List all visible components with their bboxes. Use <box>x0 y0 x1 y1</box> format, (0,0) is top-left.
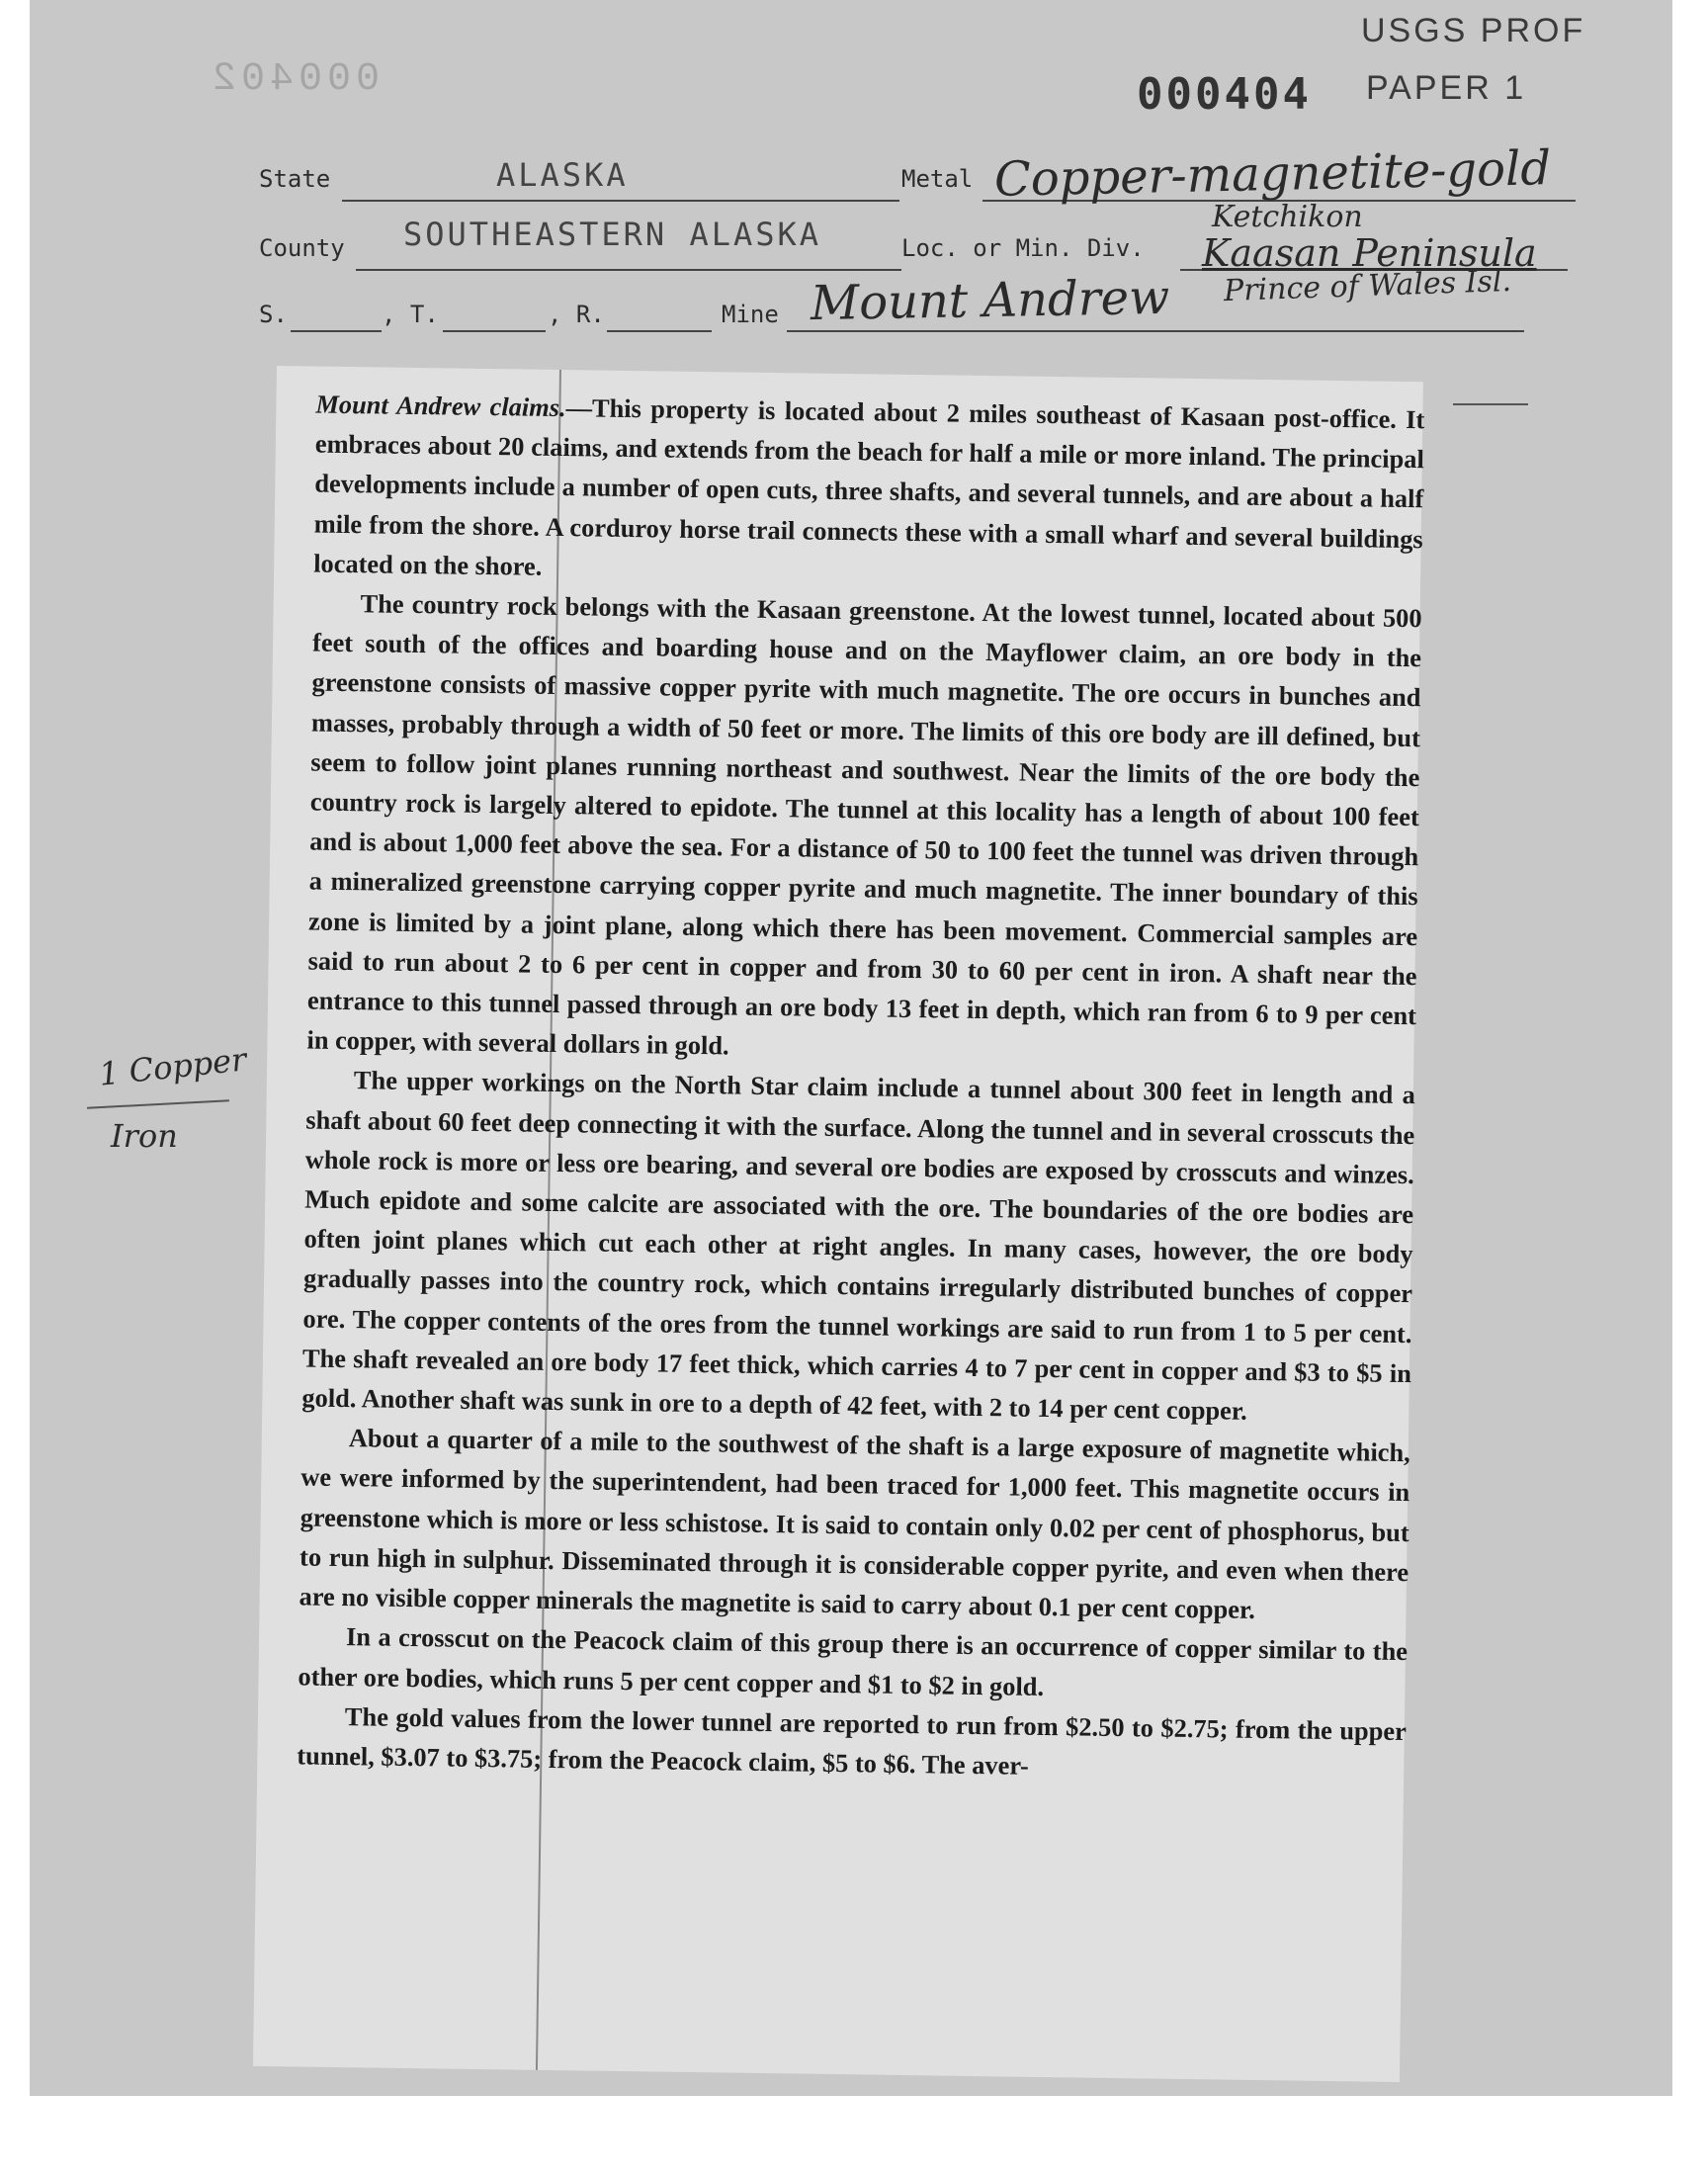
range-label: , R. <box>548 301 605 328</box>
township-label: , T. <box>382 301 439 328</box>
locdiv-value-line1: Ketchikon <box>1212 200 1363 234</box>
paragraph-1 <box>313 385 1425 599</box>
ghost-stamp-number: 000402 <box>208 57 381 102</box>
paragraph-4: About a quarter of a mile to the southwest of the shaft is a large exposure of magnetite which, we were informed by the superintendent, had been traced for 1,000 feet. This magnetite occurs in greenstone which is more or less schistose. It is said to contain only 0.02 per cent of phosphorus, but to run high in sulphur. Disseminated through it is considerable copper pyrite, and even when there are no visible copper minerals the magnetite is said to carry about 0.1 per cent copper. <box>299 1423 1410 1625</box>
state-label: State <box>259 165 331 193</box>
paragraph-5: In a crosscut on the Peacock claim of this group there is an occurrence of copper similar to the other ore bodies, which runs 5 per cent copper and $1 to $2 in gold. <box>298 1621 1409 1701</box>
range-underline <box>607 330 712 332</box>
document-number: 000404 <box>1137 69 1312 120</box>
paragraph-6: The gold values from the lower tunnel are reported to run from $2.50 to $2.75; from the upper tunnel, $3.07 to $3.75; from the Peacock claim, $5 to $6. The aver- <box>297 1700 1408 1781</box>
state-value: ALASKA <box>496 156 629 194</box>
metal-label: Metal <box>901 165 974 193</box>
state-underline <box>342 200 899 202</box>
section-underline <box>291 330 382 332</box>
county-underline <box>356 269 901 271</box>
locdiv-value-line3: Prince of Wales Isl. <box>1223 263 1512 309</box>
margin-note-divider <box>87 1099 229 1109</box>
section-label: S. <box>259 301 288 328</box>
paragraph-3: The upper workings on the North Star claim include a tunnel about 300 feet in length and a shaft about 60 feet deep connecting it with the surface. Along the tunnel and in several crosscuts the whole rock is more or less ore bearing, and several ore bodies are exposed by crosscuts and winzes. Much epidote and some calcite are associated with the ore. The boundaries of the ore bodies are often joint planes which cut each other at right angles. In many cases, however, the ore body gradually passes into the country rock, which contains irregularly distributed bunches of copper ore. The copper contents of the ores from the tunnel workings are said to run from 1 to 5 per cent. The shaft revealed an ore body 17 feet thick, which carries 4 to 7 per cent in copper and $3 to $5 in gold. Another shaft was sunk in ore to a depth of 42 feet, with 2 to 14 per cent copper. <box>301 1065 1416 1426</box>
locdiv-label: Loc. or Min. Div. <box>901 234 1145 262</box>
county-value: SOUTHEASTERN ALASKA <box>403 216 822 253</box>
collection-sublabel: PAPER 1 <box>1366 69 1527 107</box>
margin-note-iron: Iron <box>111 1117 178 1155</box>
article-title: Mount Andrew claims. <box>315 389 566 423</box>
county-label: County <box>259 234 345 262</box>
separator-rule <box>1453 403 1528 405</box>
margin-note-copper: 1 Copper <box>97 1040 249 1093</box>
metal-value: Copper-magnetite-gold <box>993 140 1552 208</box>
pasted-clipping <box>253 366 1423 2082</box>
locdiv-value-line2: Kaasan Peninsula <box>1202 231 1537 275</box>
collection-label: USGS PROF <box>1361 12 1586 49</box>
township-underline <box>443 330 546 332</box>
paragraph-1-text: —This property is located about 2 miles southeast of Kasaan post-office. It embraces about 20 claims, and extends from the beach for half a mile or more inland. The principal developments include a number of open cuts, three shafts, and several tunnels, and are about a half mile from the shore. A corduroy horse trail connects these with a small wharf and several buildings located on the shore. <box>313 392 1425 581</box>
paragraph-2: The country rock belongs with the Kasaan greenstone. At the lowest tunnel, located about 500 feet south of the offices and boarding house and on the Mayflower claim, an ore body in the greenstone consists of massive copper pyrite with much magnetite. The ore occurs in bunches and masses, probably through a width of 50 feet or more. The limits of this ore body are ill defined, but seem to follow joint planes running northeast and southwest. Near the limits of the ore body the country rock is largely altered to epidote. The tunnel at this locality has a length of about 100 feet and is about 1,000 feet above the sea. For a distance of 50 to 100 feet the tunnel was driven through a mineralized greenstone carrying copper pyrite and much magnetite. The inner boundary of this zone is limited by a joint plane, along which there has been movement. Commercial samples are said to run about 2 to 6 per cent in copper and from 30 to 60 per cent in iron. A shaft near the entrance to this tunnel passed through an ore body 13 feet in depth, which ran from 6 to 9 per cent in copper, with several dollars in gold. <box>306 588 1422 1061</box>
article-body <box>297 385 1425 1791</box>
mine-value: Mount Andrew <box>810 269 1170 332</box>
mine-underline <box>787 330 1524 332</box>
document-sheet <box>30 0 1672 2096</box>
mine-label: Mine <box>722 301 779 328</box>
